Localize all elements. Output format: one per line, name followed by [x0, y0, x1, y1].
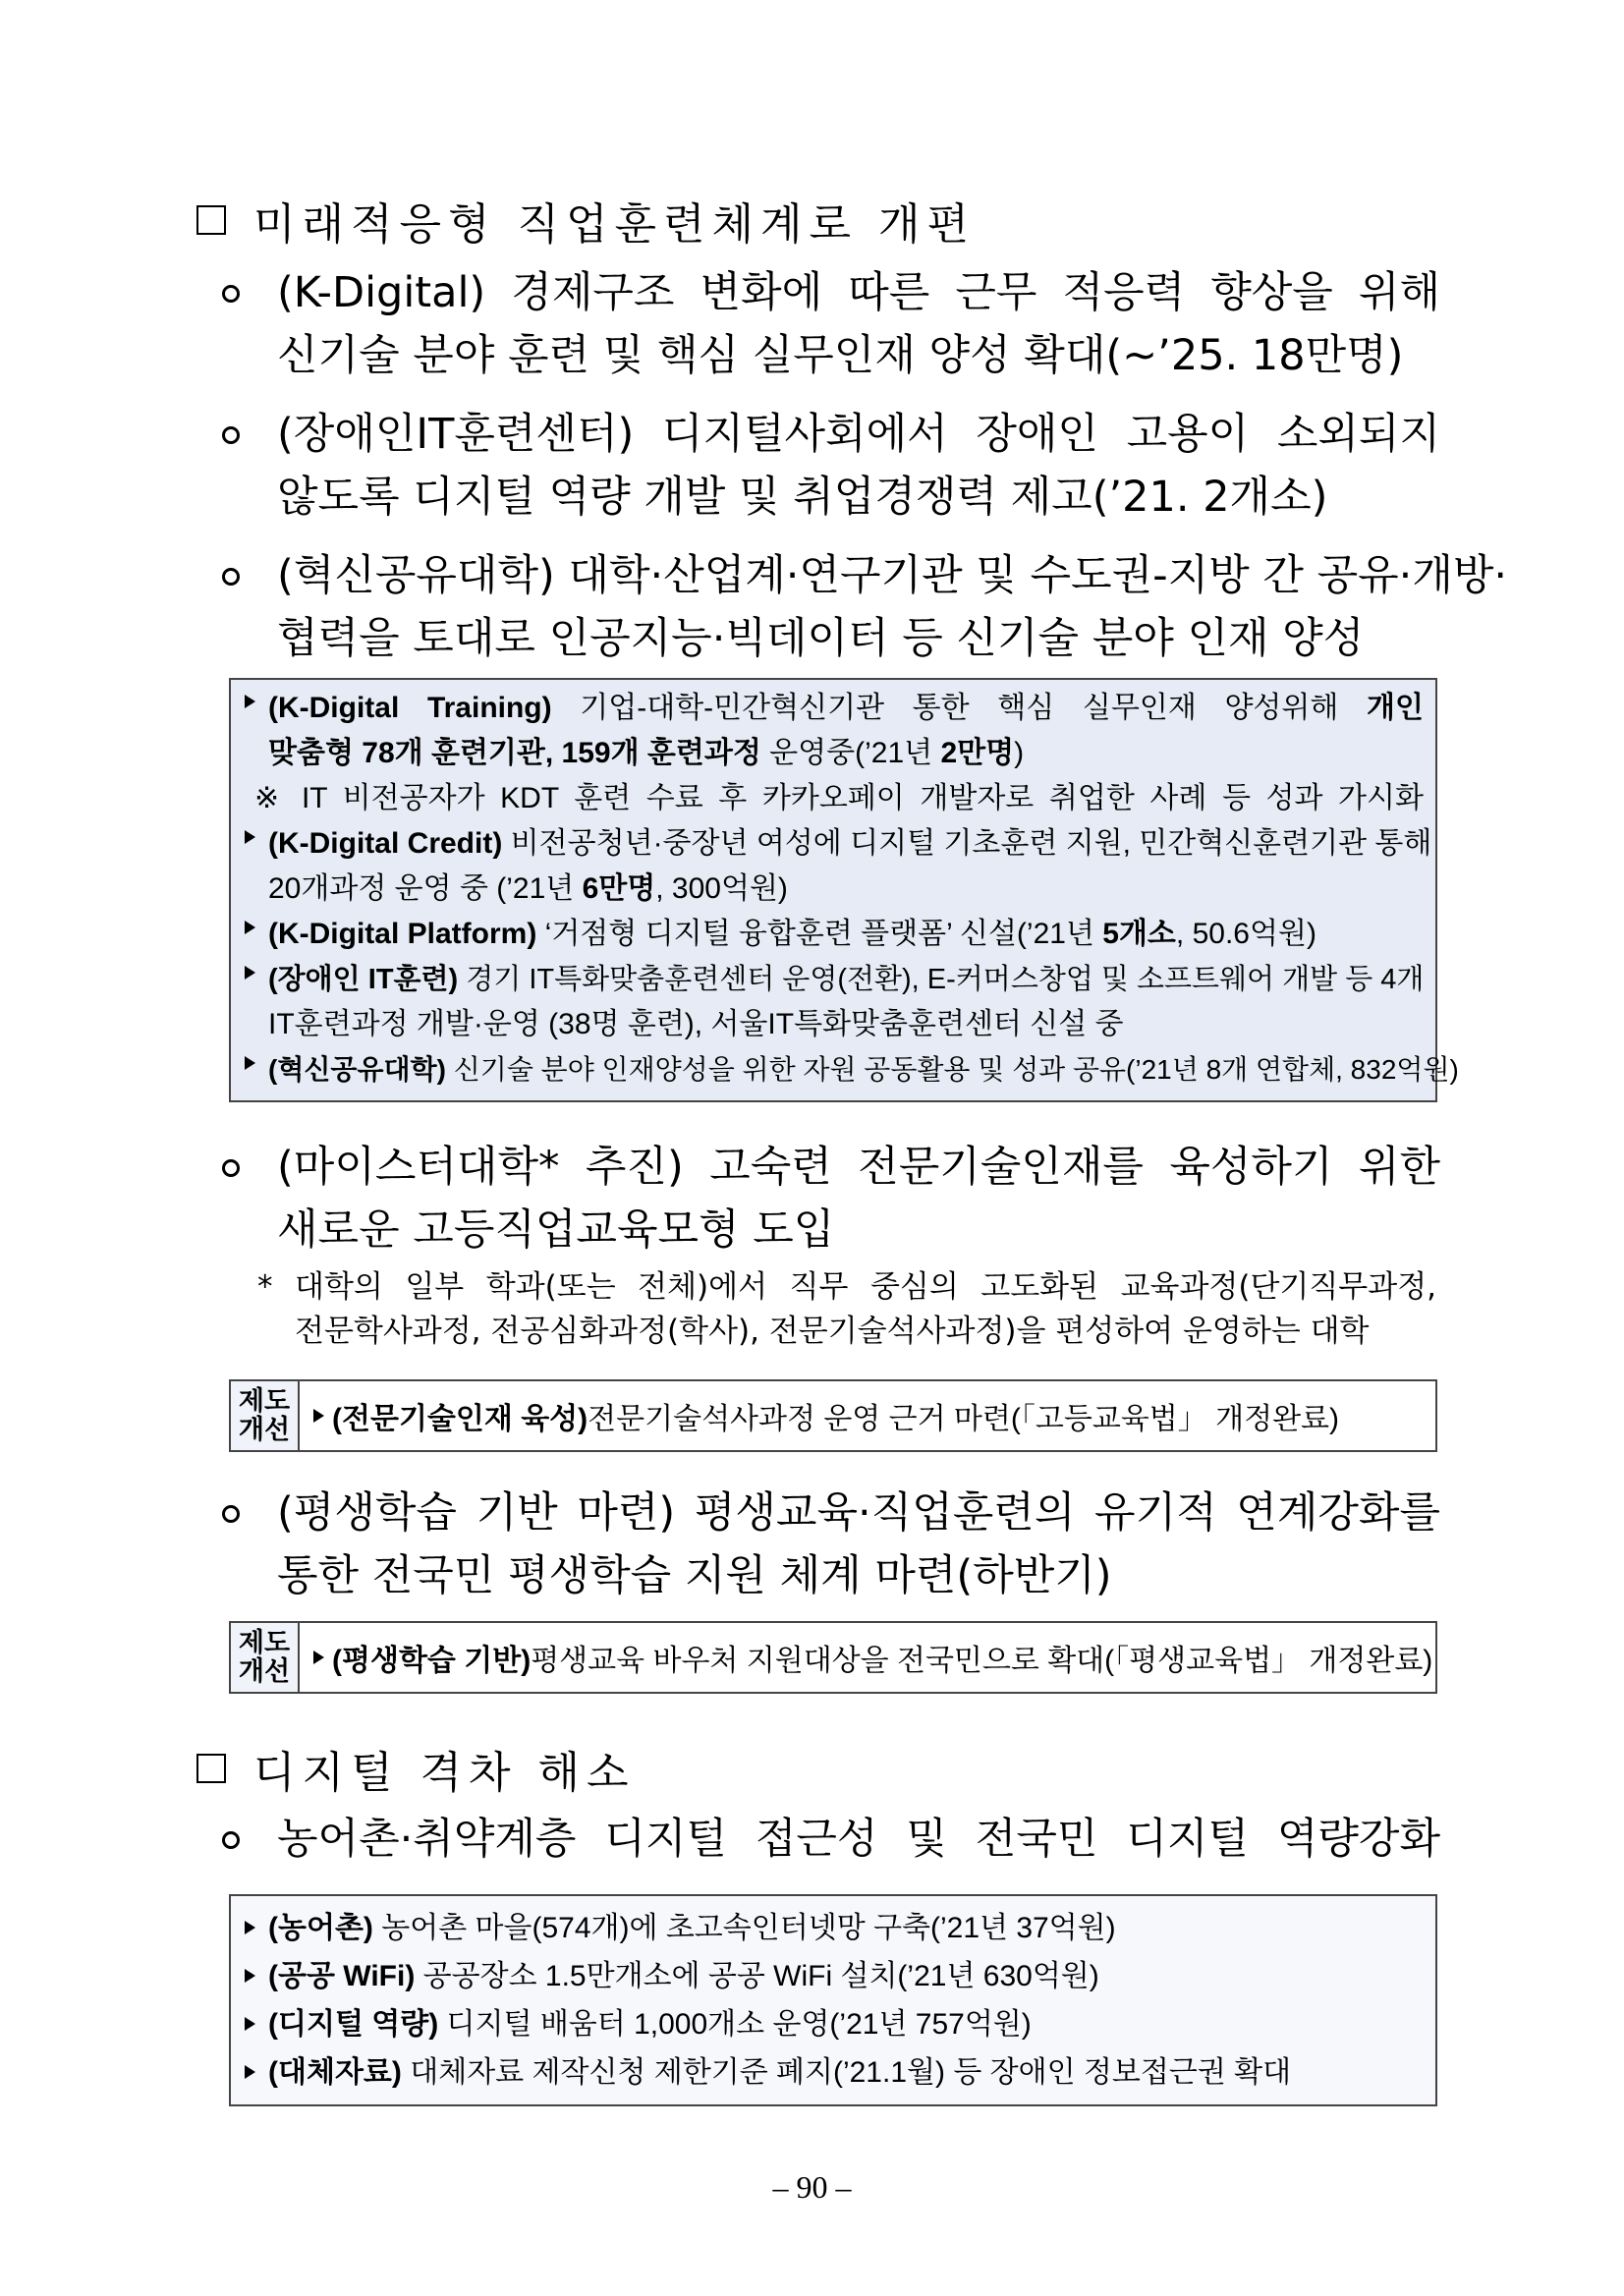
- bullet-item-disability-it: [222, 405, 1440, 532]
- item-head: (대체자료): [268, 2056, 402, 2089]
- reform-head: (평생학습 기반): [332, 1645, 532, 1677]
- panel-item-kdp: [231, 912, 1435, 957]
- panel-item-disability-it: [231, 957, 1435, 1047]
- reform-tag-bottom: 개선: [238, 1656, 291, 1686]
- circle-bullet-icon: [222, 1831, 240, 1849]
- bullet-line: 협력을 토대로 인공지능·빅데이터 등 신기술 분야 인재 양성: [277, 614, 1365, 663]
- triangle-bullet-icon: [245, 2017, 255, 2031]
- circle-bullet-icon: [222, 285, 240, 303]
- triangle-bullet-icon: [245, 921, 255, 934]
- reform-box-lifelong: [229, 1621, 1437, 1694]
- triangle-bullet-icon: [245, 1056, 255, 1070]
- reform-tag-top: 제도: [238, 1628, 291, 1657]
- reform-body: 평생교육 바우처 지원대상을 전국민으로 확대(「평생교육법」 개정완료): [531, 1645, 1433, 1677]
- reform-tag-top: 제도: [238, 1386, 291, 1416]
- bullet-line: (평생학습 기반 마련) 평생교육·직업훈련의 유기적 연계강화를: [277, 1488, 1440, 1538]
- reform-text: [300, 1636, 1432, 1679]
- item-body: 운영중(’21년: [760, 737, 941, 769]
- page-number: – 90 –: [772, 2169, 852, 2205]
- circle-bullet-icon: [222, 1505, 240, 1523]
- circle-bullet-icon: [222, 568, 240, 586]
- footnote-meister: [257, 1265, 1436, 1354]
- item-head: (K-Digital Platform): [268, 918, 537, 950]
- item-body: ): [1014, 737, 1025, 769]
- item-body: IT훈련과정 개발·운영 (38명 훈련), 서울IT특화맞춤훈련센터 신설 중: [268, 1008, 1124, 1040]
- item-body: , 300억원): [655, 872, 788, 905]
- section-heading-1: [196, 189, 976, 252]
- panel-item-digital-capacity: [231, 2000, 1435, 2048]
- bullet-line: 새로운 고등직업교육모형 도입: [277, 1205, 835, 1255]
- note-text: ※ IT 비전공자가 KDT 훈련 수료 후 카카오페이 개발자로 취업한 사례 등 성과 가시화: [254, 782, 1424, 814]
- item-body: 디지털 배움터 1,000개소 운영(’21년 757억원): [438, 2008, 1032, 2041]
- item-body: 농어촌 마을(574개)에 초고속인터넷망 구축(’21년 37억원): [372, 1912, 1116, 1944]
- item-head: (농어촌): [268, 1912, 373, 1944]
- panel-item-innovation-university: [231, 1047, 1459, 1092]
- item-bold: 2만명: [940, 737, 1015, 769]
- detail-panel-k-digital: [229, 678, 1459, 1102]
- triangle-bullet-icon: [245, 966, 255, 980]
- circle-bullet-icon: [222, 426, 240, 444]
- item-bold: 5개소: [1102, 918, 1176, 950]
- item-body: 공공장소 1.5만개소에 공공 WiFi 설치(’21년 630억원): [415, 1960, 1099, 1992]
- bullet-item-meister: [222, 1138, 1440, 1265]
- checkbox-square-icon: [196, 205, 226, 235]
- triangle-bullet-icon: [313, 1651, 324, 1664]
- item-bold: 맞춤형 78개 훈련기관, 159개 훈련과정: [268, 737, 761, 769]
- bullet-line: (K-Digital) 경제구조 변화에 따른 근무 적응력 향상을 위해: [277, 268, 1440, 317]
- item-head: (디지털 역량): [268, 2008, 439, 2041]
- bullet-line: 통한 전국민 평생학습 지원 체계 마련(하반기): [277, 1551, 1112, 1600]
- item-bold: 개인: [1367, 692, 1424, 724]
- reform-tag: [231, 1623, 300, 1692]
- section-title: 디지털 격차 해소: [253, 1748, 636, 1798]
- triangle-bullet-icon: [313, 1409, 324, 1423]
- triangle-bullet-icon: [245, 695, 255, 708]
- reform-text: [300, 1394, 1339, 1437]
- bullet-item-digital-divide: [222, 1810, 1440, 1875]
- item-body: 경기 IT특화맞춤훈련센터 운영(전환), E-커머스창업 및 소프트웨어 개발 등 4개: [458, 964, 1425, 995]
- bullet-line: (혁신공유대학) 대학·산업계·연구기관 및 수도권-지방 간 공유·개방·: [277, 551, 1508, 600]
- reform-box-expert: [229, 1379, 1437, 1452]
- section-title: 미래적응형 직업훈련체계로 개편: [253, 199, 977, 250]
- panel-item-kdt: [231, 686, 1435, 776]
- bullet-line: 농어촌·취약계층 디지털 접근성 및 전국민 디지털 역량강화: [277, 1815, 1440, 1864]
- item-head: (K-Digital Credit): [268, 827, 503, 860]
- reform-body: 전문기술석사과정 운영 근거 마련(「고등교육법」 개정완료): [588, 1403, 1340, 1435]
- panel-item-kdc: [231, 821, 1435, 912]
- triangle-bullet-icon: [245, 1921, 255, 1934]
- item-body: 비전공청년·중장년 여성에 디지털 기초훈련 지원, 민간혁신훈련기관 통해: [502, 827, 1432, 860]
- panel-item-wifi: [231, 1952, 1435, 2000]
- reform-tag-bottom: 개선: [238, 1415, 291, 1444]
- item-head: (K-Digital Training): [268, 692, 552, 724]
- footnote-line: 전문학사과정, 전공심화과정(학사), 전문기술석사과정)을 편성하여 운영하는 대학: [295, 1314, 1370, 1349]
- reform-head: (전문기술인재 육성): [332, 1403, 588, 1435]
- bullet-item-lifelong: [222, 1484, 1440, 1611]
- item-body: 기업-대학-민간혁신기관 통한 핵심 실무인재 양성위해: [551, 692, 1368, 724]
- item-bold: 6만명: [582, 872, 656, 905]
- item-head: (공공 WiFi): [268, 1960, 416, 1992]
- bullet-line: (장애인IT훈련센터) 디지털사회에서 장애인 고용이 소외되지: [277, 410, 1440, 459]
- bullet-line: 않도록 디지털 역량 개발 및 취업경쟁력 제고(’21. 2개소): [277, 473, 1328, 522]
- item-body: 신기술 분야 인재양성을 위한 자원 공동활용 및 성과 공유(’21년 8개 연합체, 832억원): [445, 1054, 1459, 1085]
- circle-bullet-icon: [222, 1159, 240, 1177]
- item-body: 대체자료 제작신청 제한기준 폐지(’21.1월) 등 장애인 정보접근권 확대: [401, 2056, 1292, 2089]
- panel-item-rural: [231, 1904, 1435, 1952]
- panel-item-alt-materials: [231, 2048, 1435, 2097]
- triangle-bullet-icon: [245, 2065, 255, 2079]
- triangle-bullet-icon: [245, 830, 255, 844]
- section-heading-2: [196, 1737, 636, 1800]
- bullet-item-innovation-university: [222, 546, 1508, 674]
- bullet-line: (마이스터대학* 추진) 고숙련 전문기술인재를 육성하기 위한: [277, 1143, 1440, 1192]
- bullet-line: 신기술 분야 훈련 및 핵심 실무인재 양성 확대(~’25. 18만명): [277, 331, 1404, 380]
- bullet-item-k-digital: [222, 263, 1440, 391]
- item-body: 20개과정 운영 중 (’21년: [268, 872, 583, 905]
- triangle-bullet-icon: [245, 1969, 255, 1983]
- item-body: , 50.6억원): [1175, 918, 1316, 950]
- checkbox-square-icon: [196, 1754, 226, 1783]
- item-body: ‘거점형 디지털 융합훈련 플랫폼’ 신설(’21년: [536, 918, 1103, 950]
- detail-panel-digital-divide: [229, 1894, 1437, 2106]
- item-head: (혁신공유대학): [268, 1054, 446, 1085]
- item-head: (장애인 IT훈련): [268, 964, 459, 995]
- footnote-line: * 대학의 일부 학과(또는 전체)에서 직무 중심의 고도화된 교육과정(단기직무과정,: [257, 1269, 1436, 1305]
- panel-note: [231, 776, 1435, 821]
- reform-tag: [231, 1381, 300, 1450]
